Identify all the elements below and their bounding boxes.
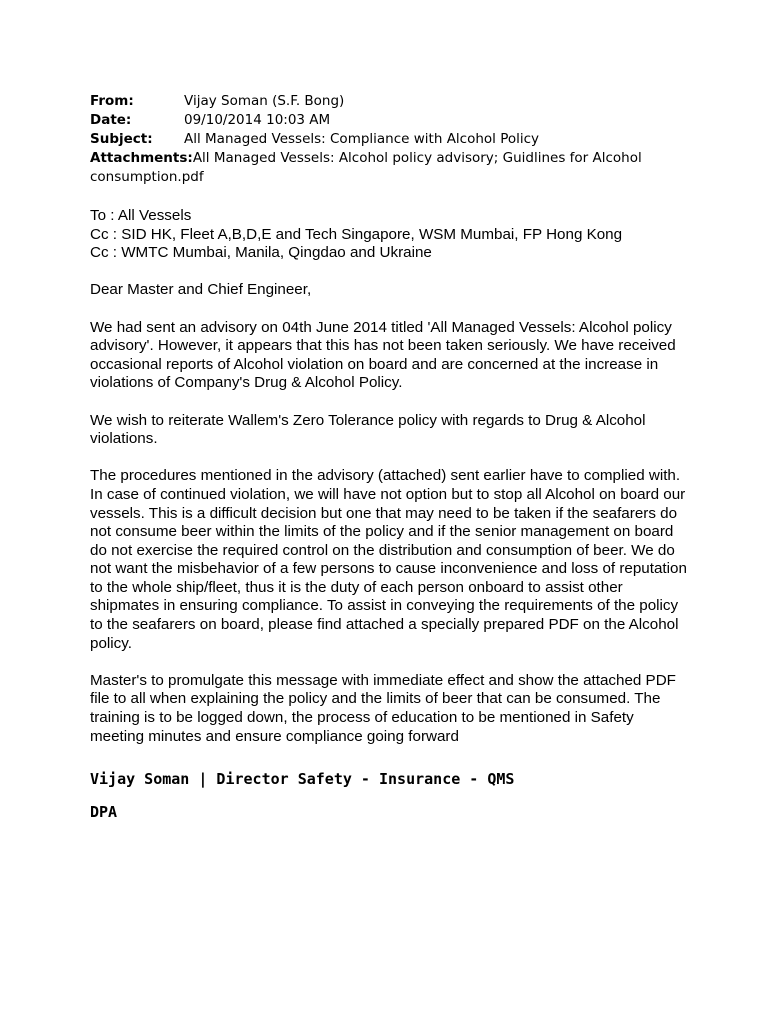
subject-row xyxy=(90,130,690,149)
date-value: 09/10/2014 10:03 AM xyxy=(184,112,331,128)
attachments-row xyxy=(90,149,690,187)
email-body xyxy=(90,207,690,746)
signature xyxy=(90,770,690,822)
date-label: Date: xyxy=(90,112,132,128)
subject-label: Subject: xyxy=(90,131,153,147)
attachments-label: Attachments: xyxy=(90,150,193,166)
greeting: Dear Master and Chief Engineer, xyxy=(90,281,312,299)
from-value: Vijay Soman (S.F. Bong) xyxy=(184,93,345,109)
paragraph: Master's to promulgate this message with immediate effect and show the attached PDF file to all when explaining the policy and the limits of beer that can be consumed. The training is to be logged down, the process of education to be mentioned in Safety meeting minutes and ensure compliance going forward xyxy=(90,671,676,745)
signature-name-title: Vijay Soman | Director Safety - Insurance - QMS xyxy=(90,770,515,789)
paragraph: We had sent an advisory on 04th June 2014 titled 'All Managed Vessels: Alcohol policy advisory'. However, it appears that this has not been taken seriously. We have received occasional reports of Alcohol violation on board and are concerned at the increase in violations of Company's Drug & Alcohol Policy. xyxy=(90,318,676,392)
email-document xyxy=(90,92,690,822)
attachments-value: All Managed Vessels: Alcohol policy advisory; Guidlines for Alcohol consumption.pdf xyxy=(90,150,642,185)
paragraph: We wish to reiterate Wallem's Zero Tolerance policy with regards to Drug & Alcohol violations. xyxy=(90,411,646,448)
signature-dpa: DPA xyxy=(90,803,118,822)
email-header xyxy=(90,92,690,187)
paragraph: The procedures mentioned in the advisory (attached) sent earlier have to complied with. In case of continued violation, we will have not option but to stop all Alcohol on board our vessels. This is a difficult decision but one that may need to be taken if the seafarers do not consume beer within the limits of the policy and if the senior management on board do not exercise the required control on the distribution and consumption of beer. We do not want the misbehavior of a few persons to cause inconvenience and loss of reputation to the whole ship/fleet, thus it is the duty of each person onboard to assist other shipmates in ensuring compliance. To assist in conveying the requirements of the policy to the seafarers on board, please find attached a specially prepared PDF on the Alcohol policy. xyxy=(90,467,687,652)
to-line: To : All Vessels xyxy=(90,207,192,224)
date-row xyxy=(90,111,690,130)
subject-value: All Managed Vessels: Compliance with Alcohol Policy xyxy=(184,131,540,147)
cc-line-1: Cc : SID HK, Fleet A,B,D,E and Tech Singapore, WSM Mumbai, FP Hong Kong xyxy=(90,225,623,243)
recipients xyxy=(90,207,690,263)
cc-line-2: Cc : WMTC Mumbai, Manila, Qingdao and Ukraine xyxy=(90,244,432,262)
from-row xyxy=(90,92,690,111)
from-label: From: xyxy=(90,93,134,109)
